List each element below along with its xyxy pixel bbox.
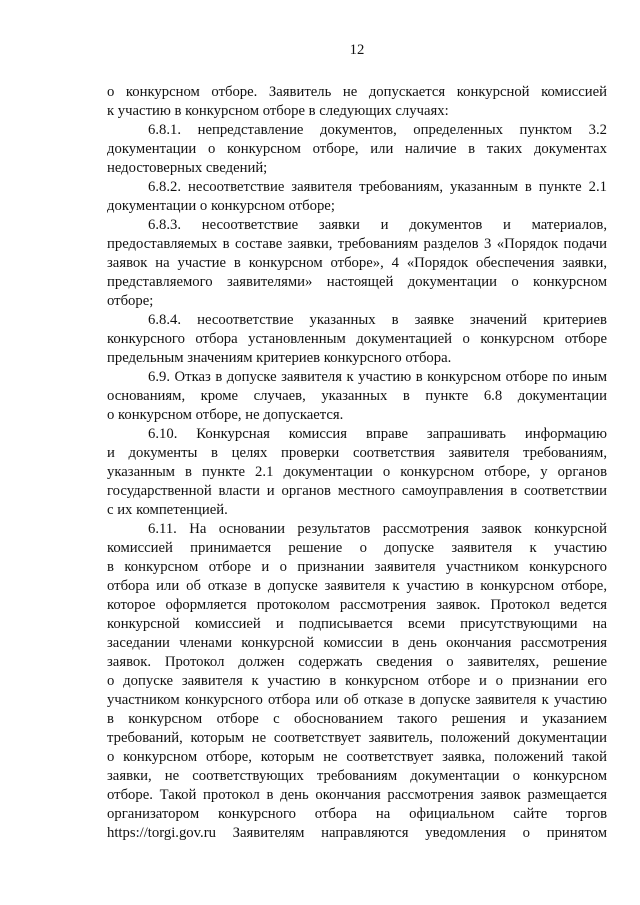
clause-6-8-3 (107, 216, 607, 311)
text-line: 6.8.1. непредставление документов, определенных пунктом 3.2 (148, 122, 607, 138)
text-line: заявок на участие в конкурсном отборе», 4 «Порядок обеспечения заявки, (107, 255, 607, 271)
text-line: недостоверных сведений; (107, 160, 268, 176)
text-line: https://torgi.gov.ru Заявителям направляются уведомления о принятом (107, 825, 607, 841)
text-line: комиссией принимается решение о допуске заявителя к участию (107, 540, 607, 556)
clause-6-9 (107, 368, 607, 425)
text-line: заявки, не соответствующих требованиям документации о конкурсном (107, 768, 607, 784)
text-line: 6.8.3. несоответствие заявки и документов и материалов, (148, 217, 607, 233)
paragraph-continuation (107, 83, 607, 121)
text-line: которое оформляется протоколом рассмотрения заявок. Протокол ведется (107, 597, 607, 613)
text-line: 6.8.2. несоответствие заявителя требованиям, указанным в пункте 2.1 (148, 179, 607, 195)
text-line: представляемого заявителями» настоящей документации о конкурсном (107, 274, 607, 290)
text-line: конкурсной комиссией и подписывается всеми присутствующими на (107, 616, 607, 632)
text-line: государственной власти и органов местного самоуправления в соответствии (107, 483, 607, 499)
text-line: документации о конкурсном отборе; (107, 198, 335, 214)
text-line: с их компетенцией. (107, 502, 228, 518)
page-number: 12 (349, 42, 365, 58)
text-line: заявок. Протокол должен содержать сведения о заявителях, решение (107, 654, 607, 670)
clause-6-11 (107, 520, 607, 843)
text-line: конкурсного отбора установленным документацией о конкурсном отборе (107, 331, 607, 347)
text-line: предоставляемых в составе заявки, требованиям разделов 3 «Порядок подачи (107, 236, 607, 252)
text-line: предельным значениям критериев конкурсного отбора. (107, 350, 452, 366)
text-line: основаниям, кроме случаев, указанных в пункте 6.8 документации (107, 388, 607, 404)
text-line: 6.9. Отказ в допуске заявителя к участию в конкурсном отборе по иным (148, 369, 607, 385)
text-line: о конкурсном отборе, не допускается. (107, 407, 344, 423)
text-line: документации о конкурсном отборе, или наличие в таких документах (107, 141, 607, 157)
text-line: в конкурсном отборе с обоснованием такого решения и указанием (107, 711, 607, 727)
text-line: о конкурсном отборе. Заявитель не допускается конкурсной комиссией (107, 84, 607, 100)
text-line: указанным в пункте 2.1 документации о конкурсном отборе, у органов (107, 464, 607, 480)
clause-6-8-1 (107, 121, 607, 178)
text-line: и документы в целях проверки соответствия заявителя требованиям, (107, 445, 607, 461)
text-line: отборе. Такой протокол в день окончания рассмотрения заявок размещается (107, 787, 607, 803)
text-line: о конкурсном отборе, которым не соответствует заявка, положений такой (107, 749, 607, 765)
text-line: в конкурсном отборе и о признании заявителя участником конкурсного (107, 559, 607, 575)
text-line: организатором конкурсного отбора на официальном сайте торгов (107, 806, 607, 822)
clause-6-8-4 (107, 311, 607, 368)
text-line: отборе; (107, 293, 154, 309)
text-line: участником конкурсного отбора или об отказе в допуске заявителя к участию (107, 692, 607, 708)
text-line: 6.11. На основании результатов рассмотрения заявок конкурсной (148, 521, 607, 537)
text-line: требований, которым не соответствует заявитель, положений документации (107, 730, 607, 746)
document-body (107, 83, 607, 843)
text-line: отбора или об отказе в допуске заявителя к участию в конкурсном отборе, (107, 578, 607, 594)
text-line: 6.8.4. несоответствие указанных в заявке значений критериев (148, 312, 607, 328)
text-line: к участию в конкурсном отборе в следующих случаях: (107, 103, 449, 119)
text-line: о допуске заявителя к участию в конкурсном отборе и о признании его (107, 673, 607, 689)
clause-6-10 (107, 425, 607, 520)
clause-6-8-2 (107, 178, 607, 216)
text-line: 6.10. Конкурсная комиссия вправе запрашивать информацию (148, 426, 607, 442)
text-line: заседании членами конкурсной комиссии в день окончания рассмотрения (107, 635, 607, 651)
